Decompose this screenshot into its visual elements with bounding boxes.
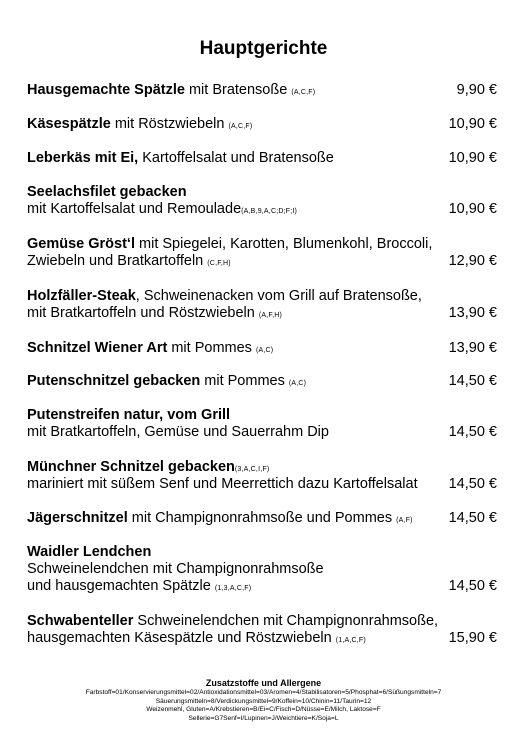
- menu-item: [27, 184, 497, 218]
- allergen-codes: (A,C,F): [291, 89, 316, 96]
- menu-item-line: [27, 510, 497, 527]
- dish-description: hausgemachten Käsespätzle und Röstzwiebeln: [27, 630, 336, 646]
- menu-item-line: [27, 150, 497, 167]
- menu-item-line: [27, 561, 497, 578]
- price: 14,50 €: [448, 476, 497, 492]
- allergen-line: Säuerungsmitteln=8/Verdickungsmittel=9/Koffein=10/Chinin=11/Taurin=12: [155, 697, 372, 705]
- dish-description: mit Spiegelei, Karotten, Blumenkohl, Broccoli,: [134, 236, 433, 252]
- dish-description: Schweinelendchen mit Champignonrahmsoße,: [133, 613, 439, 629]
- menu-item-line: [27, 373, 497, 390]
- menu-item: [27, 288, 497, 322]
- dish-description: mit Bratkartoffeln, Gemüse und Sauerrahm Dip: [27, 424, 329, 440]
- menu-item-line: [27, 407, 497, 424]
- dish-description: Zwiebeln und Bratkartoffeln: [27, 253, 208, 269]
- allergen-codes: (A,C): [255, 347, 274, 354]
- menu-item-line: [27, 544, 497, 561]
- menu-item: [27, 82, 497, 99]
- allergen-codes: (C,F,H): [207, 260, 231, 267]
- allergen-codes: (1,A,C,F): [335, 637, 366, 644]
- price: 14,50 €: [448, 373, 497, 389]
- allergen-codes: (A,F,H): [258, 312, 283, 319]
- price: 10,90 €: [448, 201, 497, 217]
- dish-name: Käsespätzle: [27, 116, 111, 132]
- menu-item: [27, 510, 497, 527]
- dish-name: Münchner Schnitzel gebacken: [27, 459, 235, 475]
- menu-item: [27, 150, 497, 167]
- menu-item-line: [27, 630, 497, 647]
- price: 14,50 €: [448, 424, 497, 440]
- price: 10,90 €: [448, 150, 497, 166]
- menu-item-line: [27, 288, 497, 305]
- menu-item-line: [27, 578, 497, 595]
- dish-name: Hausgemachte Spätzle: [27, 82, 185, 98]
- allergen-line: Weizenmehl, Gluten=A/Krebstieren=B/Ei=C/Fisch=D/Nüsse=E/Milch, Laktose=F: [146, 706, 381, 714]
- dish-name: Putenschnitzel gebacken: [27, 373, 201, 389]
- dish-name: Gemüse Gröst‘l: [27, 236, 135, 252]
- allergen-codes: (3,A,C,I,F): [234, 466, 270, 473]
- price: 9,90 €: [456, 82, 497, 98]
- dish-description: mit Kartoffelsalat und Remoulade: [27, 201, 242, 217]
- allergen-line: Farbstoff=01/Konservierungsmittel=02/Antioxidationsmittel=03/Aromen=4/Stabilisatoren=5/Phosphat=6/Süßungsmitteln=7: [85, 689, 442, 696]
- allergen-codes: (1,3,A,C,F): [214, 585, 252, 592]
- dish-description: mit Pommes: [167, 340, 256, 356]
- menu-item-line: [27, 340, 497, 357]
- allergen-codes: (A,C): [288, 380, 307, 387]
- menu-item-line: [27, 424, 497, 441]
- menu-item: [27, 544, 497, 595]
- dish-description: Schweinelendchen mit Champignonrahmsoße: [27, 561, 324, 577]
- dish-description: mit Röstzwiebeln: [110, 116, 229, 132]
- dish-description: mariniert mit süßem Senf und Meerrettich dazu Kartoffelsalat: [27, 476, 418, 492]
- allergen-codes: (A,F): [396, 517, 413, 524]
- menu-item-line: [27, 613, 497, 630]
- menu-item-line: [27, 116, 497, 133]
- menu-item-line: [27, 253, 497, 270]
- dish-description: mit Bratensoße: [184, 82, 292, 98]
- dish-description: mit Bratkartoffeln und Röstzwiebeln: [27, 305, 259, 321]
- menu-item: [27, 613, 497, 647]
- dish-name: Leberkäs mit Ei,: [27, 150, 139, 166]
- menu-item-line: [27, 184, 497, 201]
- price: 12,90 €: [448, 253, 497, 269]
- menu-item: [27, 116, 497, 133]
- menu-item-line: [27, 476, 497, 493]
- price: 14,50 €: [448, 578, 497, 594]
- dish-name: Seelachsfilet gebacken: [27, 184, 187, 200]
- allergen-line: Sellerie=G7Senf=I/Lupinen=J/Weichtiere=K/Soja=L: [188, 714, 339, 722]
- menu-item-line: [27, 236, 497, 253]
- dish-description: mit Pommes: [200, 373, 289, 389]
- allergen-codes: (A,C,F): [228, 123, 253, 130]
- menu-item: [27, 236, 497, 270]
- allergen-title: Zusatzstoffe und Allergene: [205, 678, 322, 688]
- price: 14,50 €: [448, 510, 497, 526]
- dish-description: mit Champignonrahmsoße und Pommes: [127, 510, 397, 526]
- dish-description: Kartoffelsalat und Bratensoße: [138, 150, 334, 166]
- dish-name: Schnitzel Wiener Art: [27, 340, 168, 356]
- dish-name: Holzfäller-Steak: [27, 288, 136, 304]
- dish-name: Schwabenteller: [27, 613, 134, 629]
- page-title: Hauptgerichte: [199, 38, 328, 59]
- allergen-codes: (A,B,9,A,C;D;F;I): [241, 208, 298, 215]
- price: 10,90 €: [448, 116, 497, 132]
- price: 15,90 €: [448, 630, 497, 646]
- menu-item-line: [27, 201, 497, 218]
- menu-item-line: [27, 305, 497, 322]
- dish-description: , Schweinenacken vom Grill auf Bratensoße,: [135, 288, 422, 304]
- dish-name: Waidler Lendchen: [27, 544, 152, 560]
- dish-name: Jägerschnitzel: [27, 510, 128, 526]
- price: 13,90 €: [448, 340, 497, 356]
- price: 13,90 €: [448, 305, 497, 321]
- menu-item: [27, 459, 497, 493]
- menu-item: [27, 373, 497, 390]
- menu-item-line: [27, 82, 497, 99]
- menu-item-line: [27, 459, 497, 476]
- dish-description: und hausgemachten Spätzle: [27, 578, 215, 594]
- menu-item: [27, 407, 497, 441]
- allergen-footer: [0, 678, 527, 723]
- dish-name: Putenstreifen natur, vom Grill: [27, 407, 231, 423]
- menu-item: [27, 340, 497, 357]
